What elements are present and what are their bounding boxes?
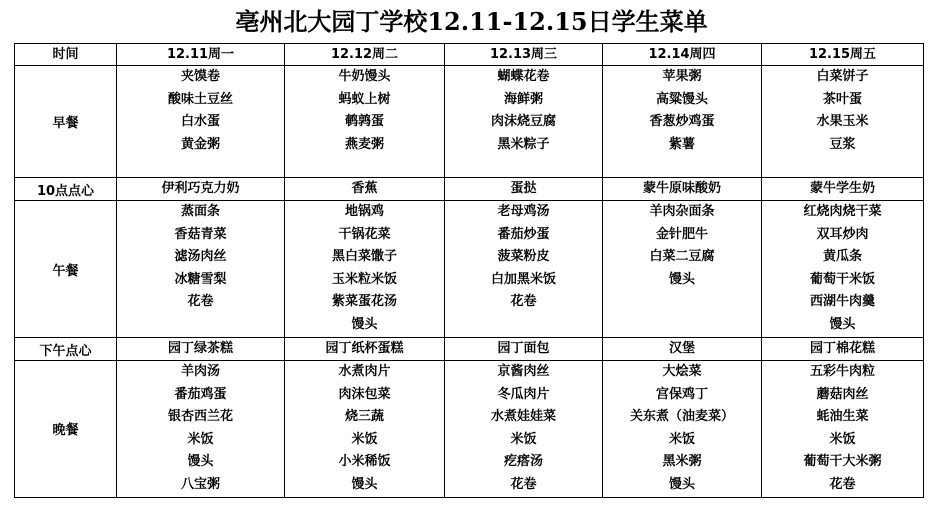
dish: 蘑菇肉丝 bbox=[816, 386, 869, 402]
dish: 水煮肉片 bbox=[338, 364, 391, 379]
meal-label: 早餐 bbox=[15, 66, 117, 178]
dish: 豆浆 bbox=[829, 136, 856, 152]
dish: 园丁纸杯蛋糕 bbox=[325, 341, 404, 356]
dish: 花卷 bbox=[510, 476, 537, 492]
menu-cell bbox=[117, 338, 285, 361]
dish: 汉堡 bbox=[668, 341, 695, 356]
dish: 关东煮（油麦菜） bbox=[629, 409, 734, 425]
dish: 花卷 bbox=[829, 476, 856, 492]
dish: 馒头 bbox=[351, 316, 378, 332]
menu-cell bbox=[117, 66, 285, 178]
dish: 夹馍卷 bbox=[180, 69, 220, 84]
menu-cell bbox=[762, 201, 924, 338]
dish: 蚂蚁上树 bbox=[338, 91, 391, 107]
dish: 菠菜粉皮 bbox=[497, 249, 550, 265]
dish: 老母鸡汤 bbox=[497, 204, 550, 219]
dish: 葡萄干米饭 bbox=[809, 271, 875, 287]
menu-cell bbox=[445, 178, 603, 201]
menu-cell bbox=[445, 66, 603, 178]
dish: 八宝粥 bbox=[180, 476, 220, 492]
dish: 酸味土豆丝 bbox=[167, 91, 233, 107]
header-day: 12.13周三 bbox=[445, 44, 603, 66]
menu-cell bbox=[762, 338, 924, 361]
menu-cell bbox=[603, 361, 762, 498]
menu-cell bbox=[285, 66, 445, 178]
meal-label: 午餐 bbox=[15, 201, 117, 338]
dish: 园丁面包 bbox=[497, 341, 550, 356]
dish: 番茄鸡蛋 bbox=[174, 386, 227, 402]
dish: 米饭 bbox=[187, 431, 214, 447]
dish: 白菜二豆腐 bbox=[649, 249, 715, 265]
dish: 白加黑米饭 bbox=[490, 271, 556, 287]
meal-row-afternoon-snack bbox=[15, 338, 924, 361]
meal-label: 晚餐 bbox=[15, 361, 117, 498]
menu-cell bbox=[445, 361, 603, 498]
dish: 园丁棉花糕 bbox=[809, 341, 875, 356]
dish: 金针肥牛 bbox=[655, 226, 708, 242]
dish: 肉沫包菜 bbox=[338, 386, 391, 402]
dish: 馒头 bbox=[668, 476, 695, 492]
dish: 黑米粥 bbox=[662, 454, 702, 470]
meal-row-dinner bbox=[15, 361, 924, 498]
dish: 香蕉 bbox=[351, 181, 378, 196]
dish: 白菜饼子 bbox=[816, 69, 869, 84]
dish: 米饭 bbox=[510, 431, 537, 447]
dish: 米饭 bbox=[351, 431, 378, 447]
dish: 紫薯 bbox=[668, 136, 695, 152]
dish: 大烩菜 bbox=[662, 364, 702, 379]
menu-cell bbox=[762, 361, 924, 498]
dish: 香菇青菜 bbox=[174, 226, 227, 242]
dish: 燕麦粥 bbox=[344, 136, 384, 152]
dish: 冰糖雪梨 bbox=[174, 271, 227, 287]
dish: 冬瓜肉片 bbox=[497, 386, 550, 402]
dish: 葡萄干大米粥 bbox=[803, 454, 882, 470]
menu-cell bbox=[445, 338, 603, 361]
dish: 茶叶蛋 bbox=[822, 91, 862, 107]
dish: 番茄炒蛋 bbox=[497, 226, 550, 242]
dish: 蒸面条 bbox=[180, 204, 220, 219]
menu-table bbox=[14, 43, 924, 498]
dish: 玉米粒米饭 bbox=[331, 271, 397, 287]
header-day: 12.12周二 bbox=[285, 44, 445, 66]
dish: 蛋挞 bbox=[510, 181, 537, 196]
menu-cell bbox=[762, 66, 924, 178]
dish: 香葱炒鸡蛋 bbox=[649, 114, 715, 130]
dish: 高粱馒头 bbox=[655, 91, 708, 107]
dish: 黑米粽子 bbox=[497, 136, 550, 152]
header-time: 时间 bbox=[15, 44, 117, 66]
header-day: 12.15周五 bbox=[762, 44, 924, 66]
meal-label: 下午点心 bbox=[15, 338, 117, 361]
menu-cell bbox=[445, 201, 603, 338]
menu-cell bbox=[285, 201, 445, 338]
dish: 双耳炒肉 bbox=[816, 226, 869, 242]
header-day: 12.14周四 bbox=[603, 44, 762, 66]
dish: 馒头 bbox=[187, 454, 214, 470]
dish: 黄金粥 bbox=[180, 136, 220, 152]
dish: 蒙牛原味酸奶 bbox=[642, 181, 721, 196]
dish: 米饭 bbox=[829, 431, 856, 447]
dish: 花卷 bbox=[510, 294, 537, 310]
dish: 宫保鸡丁 bbox=[655, 386, 708, 402]
dish: 花卷 bbox=[187, 294, 214, 310]
dish: 苹果粥 bbox=[662, 69, 702, 84]
menu-cell bbox=[762, 178, 924, 201]
menu-cell bbox=[285, 361, 445, 498]
meal-row-lunch bbox=[15, 201, 924, 338]
dish: 黑白菜馓子 bbox=[331, 249, 397, 265]
dish: 五彩牛肉粒 bbox=[809, 364, 875, 379]
dish: 西湖牛肉羹 bbox=[809, 294, 875, 310]
dish: 小米稀饭 bbox=[338, 454, 391, 470]
menu-cell bbox=[285, 178, 445, 201]
dish: 园丁绿茶糕 bbox=[167, 341, 233, 356]
dish: 蝴蝶花卷 bbox=[497, 69, 550, 84]
menu-cell bbox=[603, 66, 762, 178]
menu-cell bbox=[603, 201, 762, 338]
dish: 地锅鸡 bbox=[344, 204, 384, 219]
dish: 羊肉汤 bbox=[180, 364, 220, 379]
dish: 伊利巧克力奶 bbox=[161, 181, 240, 196]
dish: 馒头 bbox=[668, 271, 695, 287]
meal-row-breakfast bbox=[15, 66, 924, 178]
dish: 羊肉杂面条 bbox=[649, 204, 715, 219]
meal-row-morning-snack bbox=[15, 178, 924, 201]
dish: 红烧肉烧干菜 bbox=[803, 204, 882, 219]
dish: 烧三蔬 bbox=[344, 409, 384, 425]
dish: 白水蛋 bbox=[180, 114, 220, 130]
dish: 鹌鹑蛋 bbox=[344, 114, 384, 130]
menu-cell bbox=[603, 338, 762, 361]
dish: 水煮娃娃菜 bbox=[490, 409, 556, 425]
dish: 银杏西兰花 bbox=[167, 409, 233, 425]
header-row bbox=[15, 44, 924, 66]
dish: 水果玉米 bbox=[816, 114, 869, 130]
menu-cell bbox=[285, 338, 445, 361]
dish: 蒙牛学生奶 bbox=[809, 181, 875, 196]
menu-cell bbox=[117, 361, 285, 498]
dish: 馒头 bbox=[351, 476, 378, 492]
dish: 京酱肉丝 bbox=[497, 364, 550, 379]
dish: 蚝油生菜 bbox=[816, 409, 869, 425]
dish: 牛奶馒头 bbox=[338, 69, 391, 84]
dish: 馒头 bbox=[829, 316, 856, 332]
dish: 滤汤肉丝 bbox=[174, 249, 227, 265]
menu-cell bbox=[603, 178, 762, 201]
dish: 疙瘩汤 bbox=[503, 454, 543, 470]
dish: 干锅花菜 bbox=[338, 226, 391, 242]
dish: 紫菜蛋花汤 bbox=[331, 294, 397, 310]
menu-cell bbox=[117, 178, 285, 201]
dish: 黄瓜条 bbox=[822, 249, 862, 265]
page-title: 亳州北大园丁学校12.11-12.15日学生菜单 bbox=[235, 7, 708, 36]
header-day: 12.11周一 bbox=[117, 44, 285, 66]
dish: 海鲜粥 bbox=[503, 91, 543, 107]
menu-cell bbox=[117, 201, 285, 338]
dish: 米饭 bbox=[668, 431, 695, 447]
meal-label: 10点点心 bbox=[15, 178, 117, 201]
dish: 肉沫烧豆腐 bbox=[490, 114, 556, 130]
